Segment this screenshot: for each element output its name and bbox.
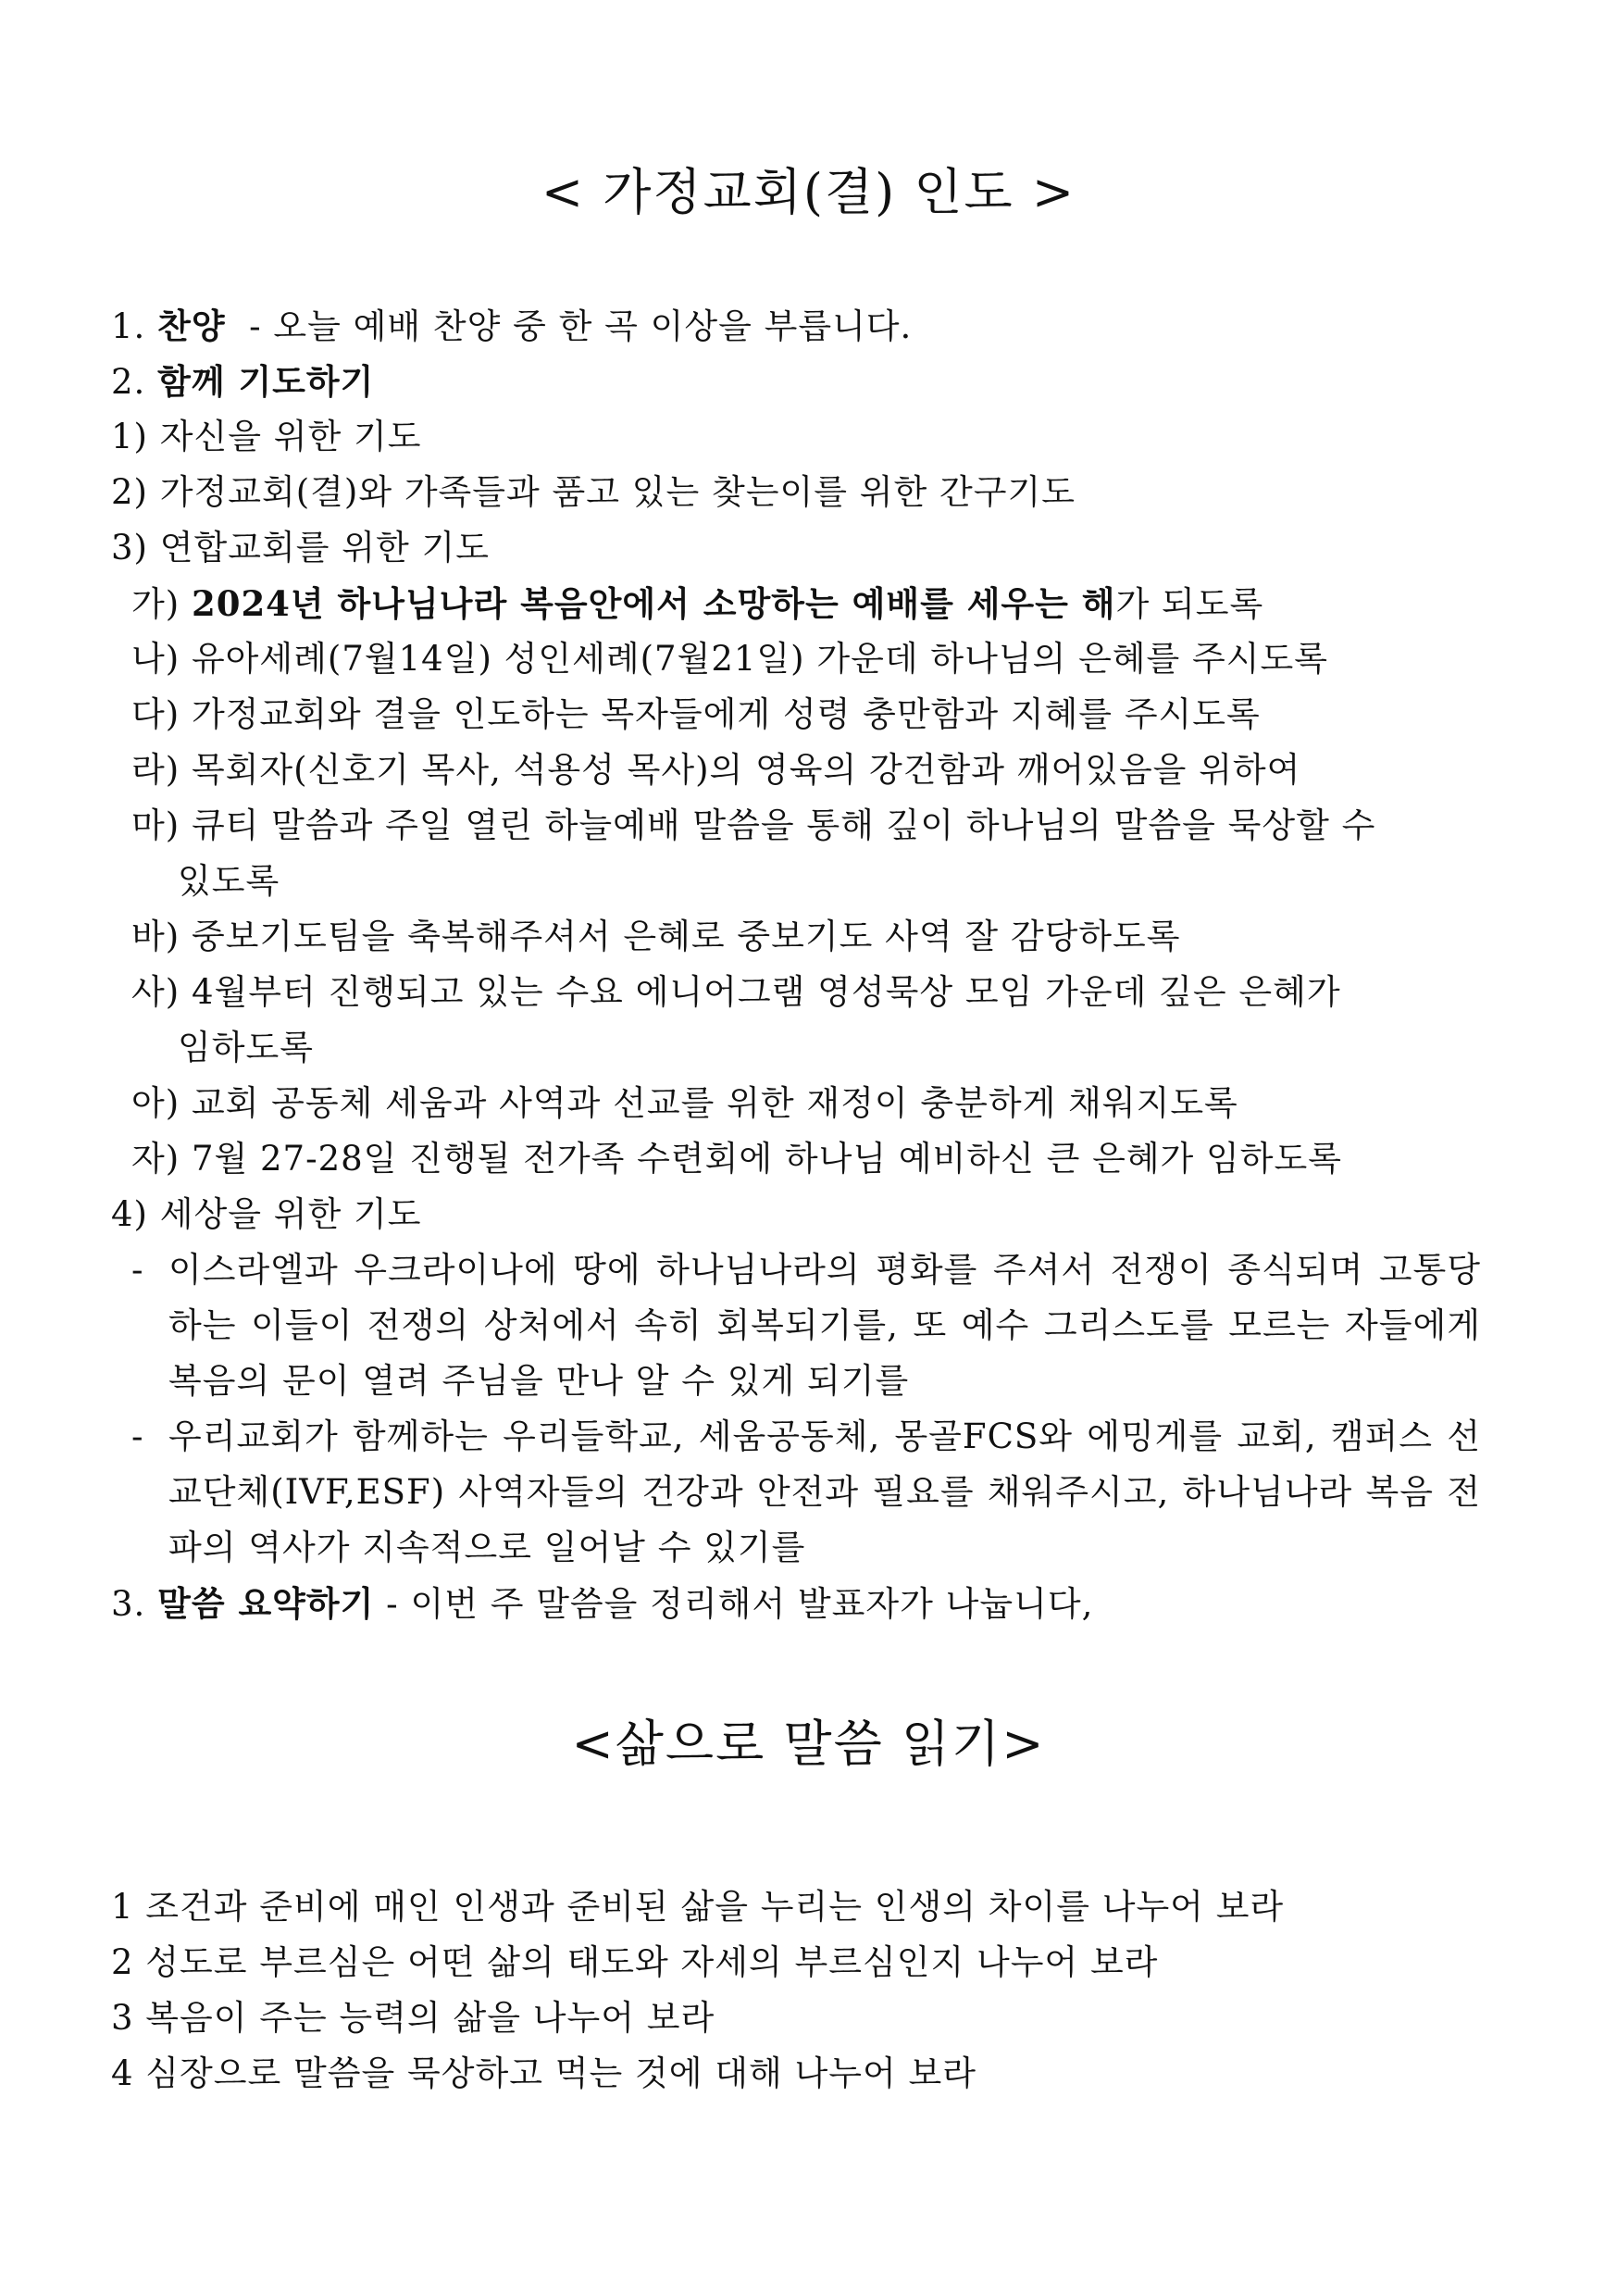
world-prayer-item	[111, 1242, 1481, 1409]
church-prayer-item: 나) 유아세례(7월14일) 성인세례(7월21일) 가운데 하나님의 은혜를 주시도록	[131, 639, 1329, 679]
item-heading: 함께 기도하기	[157, 361, 375, 402]
item-text: - 오늘 예배 찬양 중 한 곡 이상을 부릅니다.	[225, 306, 913, 346]
item-text: - 이번 주 말씀을 정리해서 발표자가 나눕니다,	[374, 1584, 1094, 1624]
church-prayer-item: 마) 큐티 말씀과 주일 열린 하늘예배 말씀을 통해 깊이 하나님의 말씀을 묵상할 수	[131, 805, 1376, 845]
prayer-guide-section	[111, 298, 1481, 1631]
section-title: <삶으로 말씀 읽기>	[571, 1715, 1046, 1773]
question-item: 2 성도로 부르심은 어떤 삶의 태도와 자세의 부르심인지 나누어 보라	[111, 1942, 1159, 1982]
church-prayer-item: 라) 목회자(신호기 목사, 석용성 목사)의 영육의 강건함과 깨어있음을 위하여	[131, 750, 1301, 790]
item-number: 3.	[111, 1584, 158, 1624]
church-prayer-item: 자) 7월 27-28일 진행될 전가족 수련회에 하나님 예비하신 큰 은혜가 임하도록	[131, 1139, 1343, 1179]
sub-item-self: 1) 자신을 위한 기도	[111, 417, 422, 456]
sub-item-world: 4) 세상을 위한 기도	[111, 1194, 422, 1234]
question-item: 3 복음이 주는 능력의 삶을 나누어 보라	[111, 1998, 715, 2038]
item-number: 1.	[111, 306, 158, 346]
item-pray-together	[111, 354, 1481, 409]
sub-item-family: 2) 가정교회(결)와 가족들과 품고 있는 찾는이를 위한 간구기도	[111, 472, 1076, 512]
item-heading: 말씀 요약하기	[157, 1583, 375, 1624]
dash-marker: -	[131, 1416, 144, 1456]
question-item: 1 조건과 준비에 매인 인생과 준비된 삶을 누리는 인생의 차이를 나누어 보라	[111, 1887, 1285, 1927]
reading-questions	[111, 1879, 1481, 2102]
church-prayer-item: 다) 가정교회와 결을 인도하는 목자들에게 성령 충만함과 지혜를 주시도록	[131, 694, 1261, 734]
item-praise	[111, 298, 1481, 354]
item-heading: 찬양	[157, 306, 226, 346]
church-prayer-item: 사) 4월부터 진행되고 있는 수요 에니어그램 영성묵상 모임 가운데 깊은 은혜가	[131, 972, 1341, 1012]
church-prayer-item-continued: 임하도록	[178, 1028, 314, 1067]
item-number: 2.	[111, 362, 158, 402]
dash-marker: -	[131, 1250, 144, 1290]
sub-item-church: 3) 연합교회를 위한 기도	[111, 528, 490, 568]
church-prayer-item: 가) 2024년 하나님나라 복음안에서 소망하는 예배를 세우는 해가 되도록	[131, 583, 1264, 624]
church-prayer-item: 아) 교회 공동체 세움과 사역과 선교를 위한 재정이 충분하게 채워지도록	[131, 1083, 1238, 1123]
church-prayer-highlight: 2024년 하나님나라 복음안에서 소망하는 예배를 세우는 해	[191, 583, 1116, 624]
world-prayer-text: 우리교회가 함께하는 우리들학교, 세움공동체, 몽골FCS와 에밍게를 교회, 캠퍼스 선교단체(IVF,ESF) 사역자들의 건강과 안전과 필요를 채워주시고, 하나님나라 복음 전파의 역사가 지속적으로 일어날 수 있기를	[168, 1416, 1481, 1567]
church-prayer-item-continued: 있도록	[178, 861, 280, 901]
church-prayer-item: 바) 중보기도팀을 축복해주셔서 은혜로 중보기도 사역 잘 감당하도록	[131, 917, 1181, 956]
world-prayer-text: 이스라엘과 우크라이나에 땅에 하나님나라의 평화를 주셔서 전쟁이 종식되며 고통당하는 이들이 전쟁의 상처에서 속히 회복되기를, 또 예수 그리스도를 모르는 자들에게 복음의 문이 열려 주님을 만나 알 수 있게 되기를	[168, 1250, 1481, 1401]
question-item: 4 심장으로 말씀을 묵상하고 먹는 것에 대해 나누어 보라	[111, 2053, 976, 2093]
page-title: < 가정교회(결) 인도 >	[541, 163, 1076, 221]
item-sermon-summary	[111, 1576, 1481, 1631]
world-prayer-item	[111, 1409, 1481, 1576]
